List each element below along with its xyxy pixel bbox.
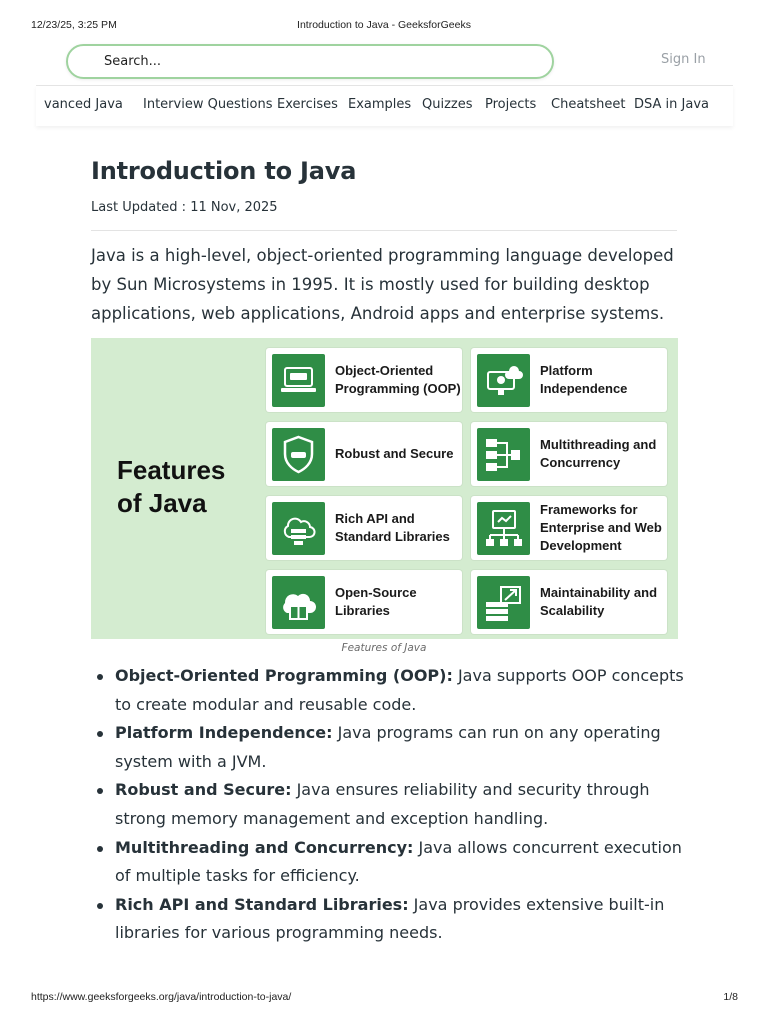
search-input[interactable] — [66, 44, 554, 79]
nav-item-advanced-java[interactable]: vanced Java — [44, 97, 123, 112]
feature-card-maintainability — [471, 570, 667, 634]
title-divider — [91, 230, 677, 231]
intro-paragraph: Java is a high-level, object-oriented programming language developed by Sun Microsystems in 1995. It is mostly used for building desktop applications, web applications, Android apps and enterprise systems. — [91, 246, 674, 323]
print-datetime: 12/23/25, 3:25 PM — [31, 19, 117, 31]
list-item-text: Java allows concurrent execution of multiple tasks for efficiency. — [115, 837, 682, 886]
code-threads-icon — [477, 428, 530, 481]
figure-heading — [117, 454, 225, 520]
print-url: https://www.geeksforgeeks.org/java/introduction-to-java/ — [31, 991, 292, 1003]
monitor-cloud-icon — [477, 354, 530, 407]
nav-item-examples[interactable]: Examples — [348, 97, 412, 112]
feature-card-platform — [471, 348, 667, 412]
list-item — [91, 776, 691, 833]
feature-card-robust — [266, 422, 462, 486]
category-nav — [36, 86, 733, 126]
nav-item-cheatsheet[interactable]: Cheatsheet — [551, 97, 626, 112]
print-doc-title: Introduction to Java - GeeksforGeeks — [297, 19, 471, 31]
list-item-term: Object-Oriented Programming (OOP): — [115, 666, 453, 685]
page-title: Introduction to Java — [91, 157, 357, 185]
list-item — [91, 719, 691, 776]
nav-item-projects[interactable]: Projects — [485, 97, 537, 112]
feature-list — [91, 662, 691, 948]
list-item-text: Java provides extensive built-in libraries for various programming needs. — [115, 894, 665, 943]
list-item — [91, 891, 691, 948]
feature-label: Rich API and Standard Libraries — [335, 511, 450, 544]
feature-label: Frameworks for Enterprise and Web Development — [540, 502, 662, 553]
figure-heading-line2: of Java — [117, 488, 207, 518]
feature-label: Maintainability and Scalability — [540, 585, 658, 618]
features-of-java-image — [91, 338, 678, 639]
feature-card-oop — [266, 348, 462, 412]
feature-label: Robust and Secure — [335, 446, 454, 461]
last-updated: Last Updated : 11 Nov, 2025 — [91, 200, 278, 215]
list-item-term: Robust and Secure: — [115, 780, 292, 800]
print-page-number: 1/8 — [723, 991, 738, 1003]
figure-caption: Features of Java — [341, 642, 427, 654]
feature-card-open-source — [266, 570, 462, 634]
list-item-text: Java programs can run on any operating system with a JVM. — [115, 723, 661, 771]
feature-card-rich-api — [266, 496, 462, 560]
search-placeholder: Search... — [104, 54, 162, 69]
shield-icon — [272, 428, 325, 481]
cloud-server-icon — [272, 502, 325, 555]
nav-item-exercises[interactable]: Exercises — [277, 97, 338, 112]
list-item-text: Java supports OOP concepts to create modular and reusable code. — [115, 666, 684, 714]
feature-card-frameworks — [471, 496, 667, 560]
list-item-term: Rich API and Standard Libraries: — [115, 894, 409, 914]
laptop-oop-icon — [272, 354, 325, 407]
nav-item-interview-questions[interactable]: Interview Questions — [143, 97, 273, 112]
list-item-text: Java ensures reliability and security through strong memory management and exception handling. — [115, 780, 650, 828]
framework-network-icon — [477, 502, 530, 555]
feature-label: Open-Source Libraries — [335, 585, 417, 618]
list-item — [91, 834, 691, 891]
list-item-term: Multithreading and Concurrency: — [115, 837, 414, 857]
sign-in-link[interactable]: Sign In — [661, 52, 706, 67]
feature-label: Multithreading and Concurrency — [540, 437, 657, 470]
cloud-book-icon — [272, 576, 325, 629]
feature-label: Object-Oriented Programming (OOP) — [335, 363, 461, 396]
nav-item-dsa-in-java[interactable]: DSA in Java — [634, 97, 709, 112]
list-item-term: Platform Independence: — [115, 723, 333, 743]
print-header — [0, 19, 768, 33]
list-item — [91, 662, 691, 719]
feature-card-multithreading — [471, 422, 667, 486]
nav-item-quizzes[interactable]: Quizzes — [422, 97, 473, 112]
figure-heading-line1: Features — [117, 455, 226, 485]
scale-growth-icon — [477, 576, 530, 629]
feature-label: Platform Independence — [540, 363, 628, 396]
